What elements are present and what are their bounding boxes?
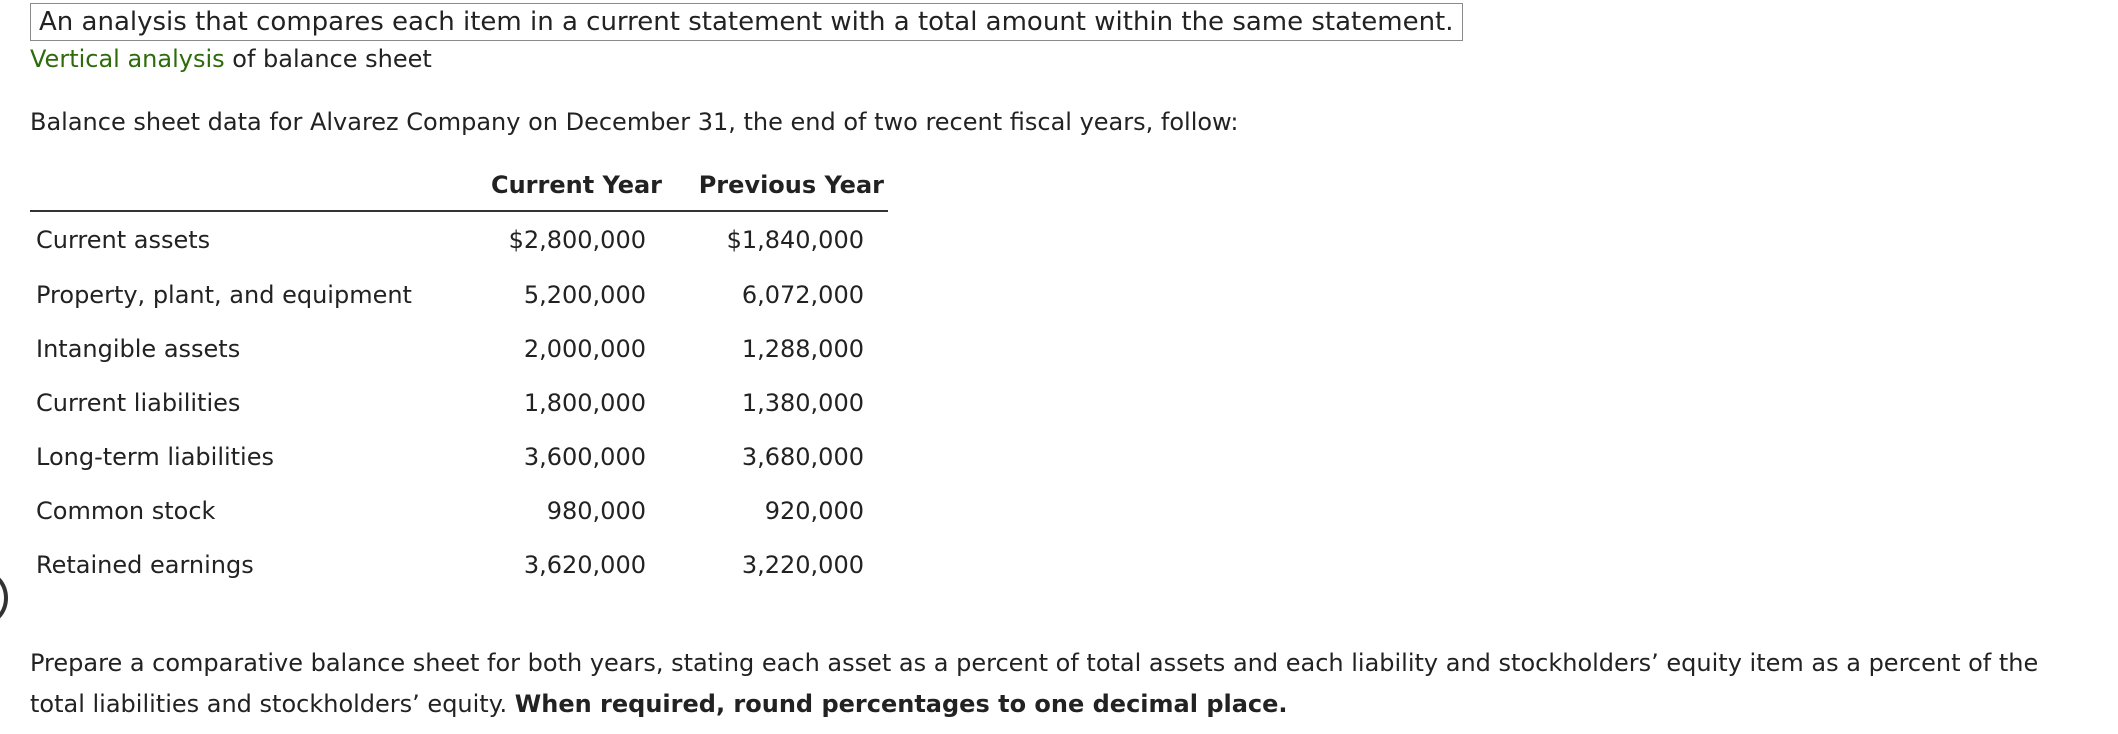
row-previous-value: 1,288,000 (741, 335, 864, 363)
row-label: Long-term liabilities (36, 443, 274, 471)
definition-tooltip: An analysis that compares each item in a current statement with a total amount within the same statement. (30, 3, 1463, 41)
row-current-value: 5,200,000 (523, 281, 646, 309)
glossary-term-link[interactable]: Vertical analysis (30, 45, 225, 73)
table-row (30, 322, 888, 376)
row-previous-value: 3,220,000 (741, 551, 864, 579)
row-previous-value: 920,000 (764, 497, 864, 525)
row-label: Intangible assets (36, 335, 241, 363)
glossary-heading-rest: of balance sheet (224, 45, 432, 73)
problem-intro: Balance sheet data for Alvarez Company on December 31, the end of two recent fiscal years, follow: (30, 108, 1239, 136)
header-previous-year: Previous Year (664, 160, 888, 211)
table-row (30, 211, 888, 268)
glossary-heading (30, 43, 432, 75)
row-current-value: 3,620,000 (523, 551, 646, 579)
row-current-value: $2,800,000 (508, 226, 646, 254)
table-row (30, 430, 888, 484)
table-header-row (30, 160, 888, 211)
side-ring-decoration (0, 568, 8, 628)
row-label: Common stock (36, 497, 216, 525)
header-current-year: Current Year (462, 160, 664, 211)
row-current-value: 3,600,000 (523, 443, 646, 471)
row-current-value: 1,800,000 (523, 389, 646, 417)
row-previous-value: 3,680,000 (741, 443, 864, 471)
instructions-bold-note: When required, round percentages to one decimal place. (514, 690, 1288, 718)
table-row (30, 538, 888, 592)
header-label (30, 160, 462, 211)
instructions-paragraph (30, 643, 2100, 725)
row-current-value: 2,000,000 (523, 335, 646, 363)
table-row (30, 376, 888, 430)
row-label: Current assets (36, 226, 211, 254)
row-label: Property, plant, and equipment (36, 281, 412, 309)
row-previous-value: 1,380,000 (741, 389, 864, 417)
row-label: Current liabilities (36, 389, 241, 417)
row-label: Retained earnings (36, 551, 254, 579)
table-row (30, 268, 888, 322)
table-row (30, 484, 888, 538)
row-current-value: 980,000 (546, 497, 646, 525)
row-previous-value: 6,072,000 (741, 281, 864, 309)
instructions-text: Prepare a comparative balance sheet for both years, stating each asset as a percent of total assets and each liability and stockholders’ equity item as a percent of the total liabilities and stockholders’ equity. (30, 649, 2039, 718)
row-previous-value: $1,840,000 (726, 226, 864, 254)
balance-sheet-table (30, 160, 888, 592)
